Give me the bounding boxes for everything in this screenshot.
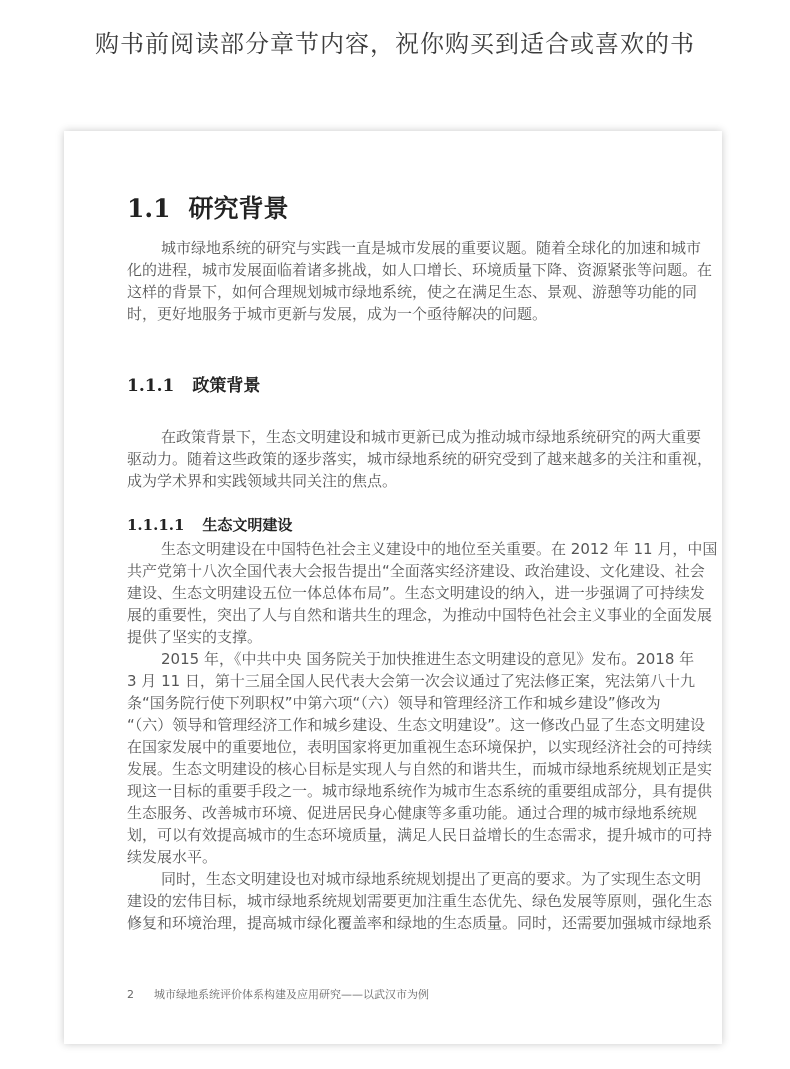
book-page: [64, 131, 722, 1044]
heading-number: 1.1: [127, 194, 171, 223]
text-line: 同时，生态文明建设也对城市绿地系统规划提出了更高的要求。为了实现生态文明: [161, 870, 702, 888]
paragraph-eco-civilization-3: [127, 868, 713, 934]
text-line: 城市绿地系统的研究与实践一直是城市发展的重要议题。随着全球化的加速和城市: [161, 239, 702, 257]
text-line: “（六）领导和管理经济工作和城乡建设、生态文明建设”。这一修改凸显了生态文明建设: [127, 716, 706, 734]
section-heading-1-1: [127, 189, 289, 225]
text-line: 修复和环境治理，提高城市绿化覆盖率和绿地的生态质量。同时，还需要加强城市绿地系: [127, 914, 713, 932]
paragraph-eco-civilization-1: [127, 538, 718, 648]
section-heading-1-1-1-1: [127, 514, 292, 535]
text-line: 条“国务院行使下列职权”中第六项“（六）领导和管理经济工作和城乡建设”修改为: [127, 694, 661, 712]
text-line: 发展。生态文明建设的核心目标是实现人与自然的和谐共生，而城市绿地系统规划正是实: [127, 760, 713, 778]
heading-title: 生态文明建设: [202, 516, 293, 534]
text-line: 提供了坚实的支撑。: [127, 628, 263, 646]
heading-number: 1.1.1: [127, 376, 175, 396]
page-footer: [127, 986, 429, 1002]
text-line: 建设的宏伟目标，城市绿地系统规划需要更加注重生态优先、绿色发展等原则，强化生态: [127, 892, 713, 910]
heading-number: 1.1.1.1: [127, 516, 185, 534]
text-line: 生态服务、改善城市环境、促进居民身心健康等多重功能。通过合理的城市绿地系统规: [127, 804, 698, 822]
text-line: 这样的背景下，如何合理规划城市绿地系统，使之在满足生态、景观、游憩等功能的同: [127, 283, 698, 301]
text-line: 共产党第十八次全国代表大会报告提出“全面落实经济建设、政治建设、文化建设、社会: [127, 562, 705, 580]
text-line: 成为学术界和实践领域共同关注的焦点。: [127, 472, 398, 490]
paragraph-policy-background: [127, 426, 713, 492]
text-line: 划，可以有效提高城市的生态环境质量，满足人民日益增长的生态需求，提升城市的可持: [127, 826, 713, 844]
section-heading-1-1-1: [127, 371, 260, 396]
text-line: 驱动力。随着这些政策的逐步落实，城市绿地系统的研究受到了越来越多的关注和重视，: [127, 450, 713, 468]
promo-banner: 购书前阅读部分章节内容，祝你购买到适合或喜欢的书: [95, 30, 695, 58]
text-line: 化的进程，城市发展面临着诸多挑战，如人口增长、环境质量下降、资源紧张等问题。在: [127, 261, 713, 279]
paragraph-eco-civilization-2: [127, 648, 713, 868]
text-line: 生态文明建设在中国特色社会主义建设中的地位至关重要。在 2012 年 11 月，中国: [161, 540, 718, 558]
running-title: 城市绿地系统评价体系构建及应用研究——以武汉市为例: [154, 988, 429, 1001]
text-line: 2015 年，《中共中央 国务院关于加快推进生态文明建设的意见》发布。2018 年: [161, 650, 695, 668]
heading-title: 政策背景: [192, 376, 261, 396]
text-line: 建设、生态文明建设五位一体总体布局”。生态文明建设的纳入，进一步强调了可持续发: [127, 584, 705, 602]
text-line: 展的重要性，突出了人与自然和谐共生的理念，为推动中国特色社会主义事业的全面发展: [127, 606, 713, 624]
text-line: 现这一目标的重要手段之一。城市绿地系统作为城市生态系统的重要组成部分，具有提供: [127, 782, 713, 800]
text-line: 时，更好地服务于城市更新与发展，成为一个亟待解决的问题。: [127, 305, 548, 323]
heading-title: 研究背景: [188, 194, 289, 223]
page-number: 2: [127, 988, 134, 1001]
paragraph-research-background: [127, 237, 713, 325]
text-line: 续发展水平。: [127, 848, 218, 866]
text-line: 在国家发展中的重要地位，表明国家将更加重视生态环境保护，以实现经济社会的可持续: [127, 738, 713, 756]
text-line: 3 月 11 日，第十三届全国人民代表大会第一次会议通过了宪法修正案，宪法第八十九: [127, 672, 695, 690]
text-line: 在政策背景下，生态文明建设和城市更新已成为推动城市绿地系统研究的两大重要: [161, 428, 702, 446]
